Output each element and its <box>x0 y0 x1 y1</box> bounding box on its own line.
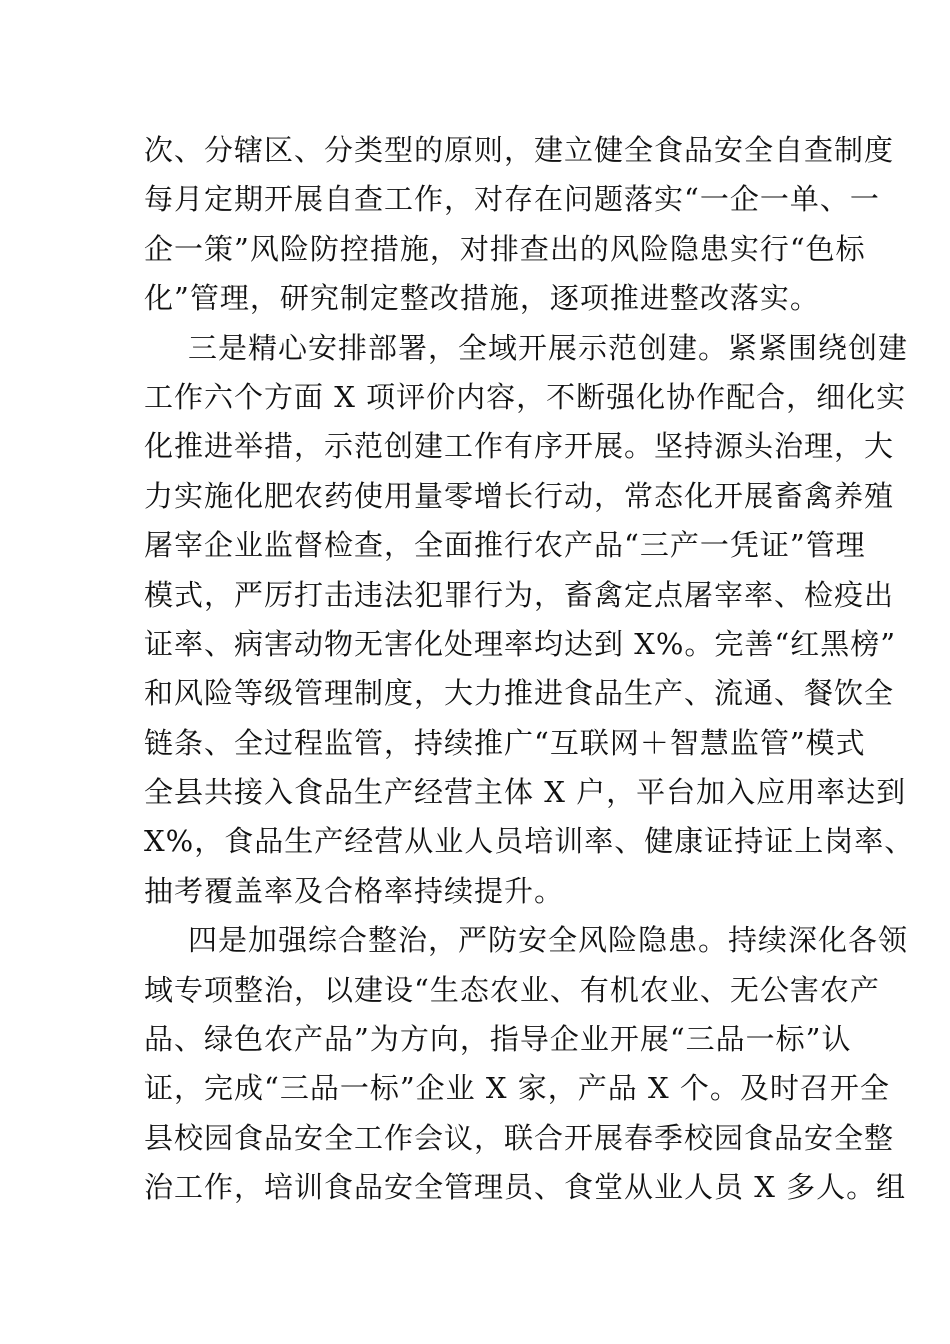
text-line: 治工作，培训食品安全管理员、食堂从业人员 X 多人。组 <box>144 1170 907 1205</box>
document-body <box>144 126 915 1213</box>
text-line: 屠宰企业监督检查，全面推行农产品“三产一凭证”管理 <box>144 528 866 563</box>
text-line: 证，完成“三品一标”企业 X 家，产品 X 个。及时召开全 <box>144 1071 890 1106</box>
paragraph-first-line: 三是精心安排部署，全域开展示范创建。紧紧围绕创建 <box>188 330 909 365</box>
text-line: 化推进举措，示范创建工作有序开展。坚持源头治理，大 <box>144 429 895 464</box>
text-line: 品、绿色农产品”为方向，指导企业开展“三品一标”认 <box>144 1022 852 1057</box>
text-line: 模式，严厉打击违法犯罪行为，畜禽定点屠宰率、检疫出 <box>144 577 895 612</box>
text-line: 全县共接入食品生产经营主体 X 户，平台加入应用率达到 <box>144 775 907 810</box>
text-line: 力实施化肥农药使用量零增长行动，常态化开展畜禽养殖 <box>144 478 895 513</box>
text-line: 每月定期开展自查工作，对存在问题落实“一企一单、一 <box>144 182 880 217</box>
text-line: 工作六个方面 X 项评价内容，不断强化协作配合，细化实 <box>144 379 907 414</box>
text-line: X%，食品生产经营从业人员培训率、健康证持证上岗率、 <box>144 824 915 859</box>
text-line: 企一策”风险防控措施，对排查出的风险隐患实行“色标 <box>144 231 866 266</box>
text-line: 链条、全过程监管，持续推广“互联网＋智慧监管”模式 <box>144 725 866 760</box>
text-line: 化”管理，研究制定整改措施，逐项推进整改落实。 <box>144 281 820 316</box>
text-line: 抽考覆盖率及合格率持续提升。 <box>144 873 565 908</box>
text-line: 县校园食品安全工作会议，联合开展春季校园食品安全整 <box>144 1120 895 1155</box>
text-line: 证率、病害动物无害化处理率均达到 X%。完善“红黑榜” <box>144 626 897 661</box>
text-line: 域专项整治，以建设“生态农业、有机农业、无公害农产 <box>144 972 880 1007</box>
paragraph-first-line: 四是加强综合整治，严防安全风险隐患。持续深化各领 <box>188 923 909 958</box>
text-line: 和风险等级管理制度，大力推进食品生产、流通、餐饮全 <box>144 676 895 711</box>
text-line: 次、分辖区、分类型的原则，建立健全食品安全自查制度 <box>144 133 895 167</box>
